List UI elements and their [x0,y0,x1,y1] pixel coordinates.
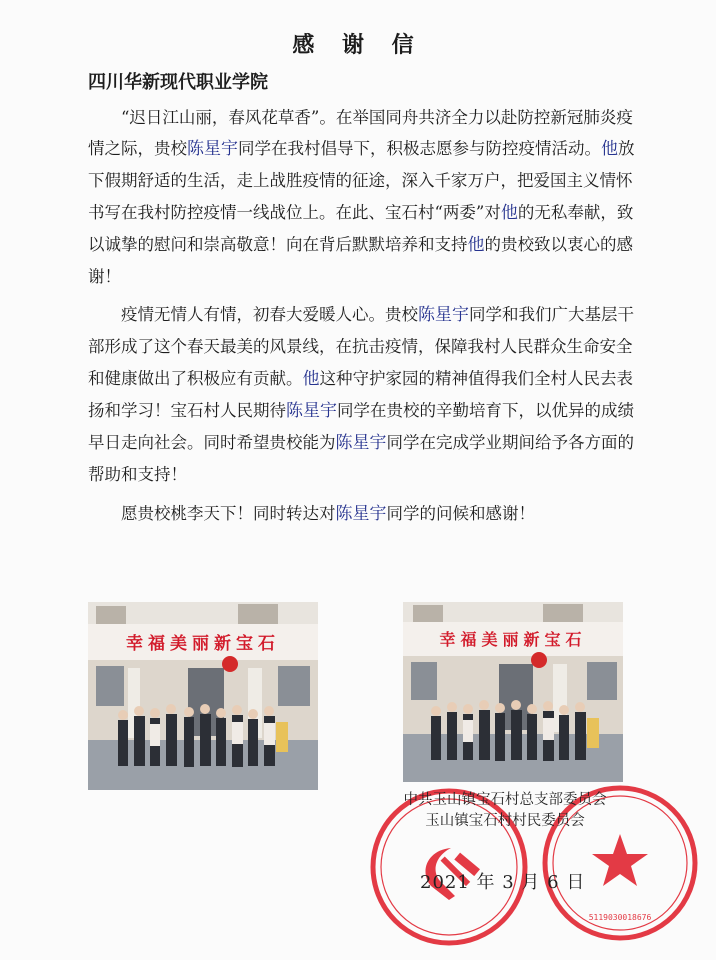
paragraph-1: “迟日江山丽，春风花草香”。在举国同舟共济全力以赴防控新冠肺炎疫情之际，贵校陈星宇同学在我村倡导下，积极志愿参与防控疫情活动。他放下假期舒适的生活，走上战胜疫情的征途，深入千家万户，把爱国主义情怀书写在我村防控疫情一线战位上。在此、宝石村“两委”对他的无私奉献，致以诚挚的慰问和崇高敬意！向在背后默默培养和支持他的贵校致以衷心的感谢！ [88,108,635,287]
paragraph-2: 疫情无情人有情，初春大爱暖人心。贵校陈星宇同学和我们广大基层干部形成了这个春天最美的风景线，在抗击疫情，保障我村人民群众生命安全和健康做出了积极应有贡献。他这种守护家园的精神值得我们全村人民去表扬和学习！宝石村人民期待陈星宇同学在贵校的辛勤培育下，以优异的成绩早日走向社会。同时希望贵校能为陈星宇同学在完成学业期间给予各方面的帮助和支持！ [88,305,634,485]
student-name: 陈星宇 [418,305,469,326]
letter-body [88,102,648,531]
pronoun-highlight: 他 [467,234,485,255]
pronoun-highlight: 他 [302,368,320,389]
signature-line-committee: 玉山镇宝石村村民委员会 [425,813,585,829]
pronoun-highlight: 他 [601,139,618,160]
volunteer-photo-left [88,602,318,790]
volunteer-photo-right [403,602,623,782]
star-icon [592,834,648,886]
pronoun-highlight: 他 [500,202,518,223]
student-name: 陈星宇 [286,400,337,421]
recipient-name: 四川华新现代职业学院 [88,72,268,93]
student-name: 陈星宇 [187,139,238,160]
seal-number: 5119030018676 [588,913,652,922]
letter-title: 感 谢 信 [292,32,424,58]
student-name: 陈星宇 [335,504,387,525]
photo-banner-text: 幸福美丽新宝石 [126,634,280,654]
signature-line-party: 中共玉山镇宝石村总支部委员会 [403,792,607,808]
signature-block [350,790,660,832]
paragraph-3: 愿贵校桃李天下！同时转达对陈星宇同学的问候和感谢！ [121,504,535,525]
letter-date: 2021 年 3 月 6 日 [420,872,586,893]
student-name: 陈星宇 [335,433,387,454]
photo-banner-text: 幸福美丽新宝石 [439,630,587,649]
